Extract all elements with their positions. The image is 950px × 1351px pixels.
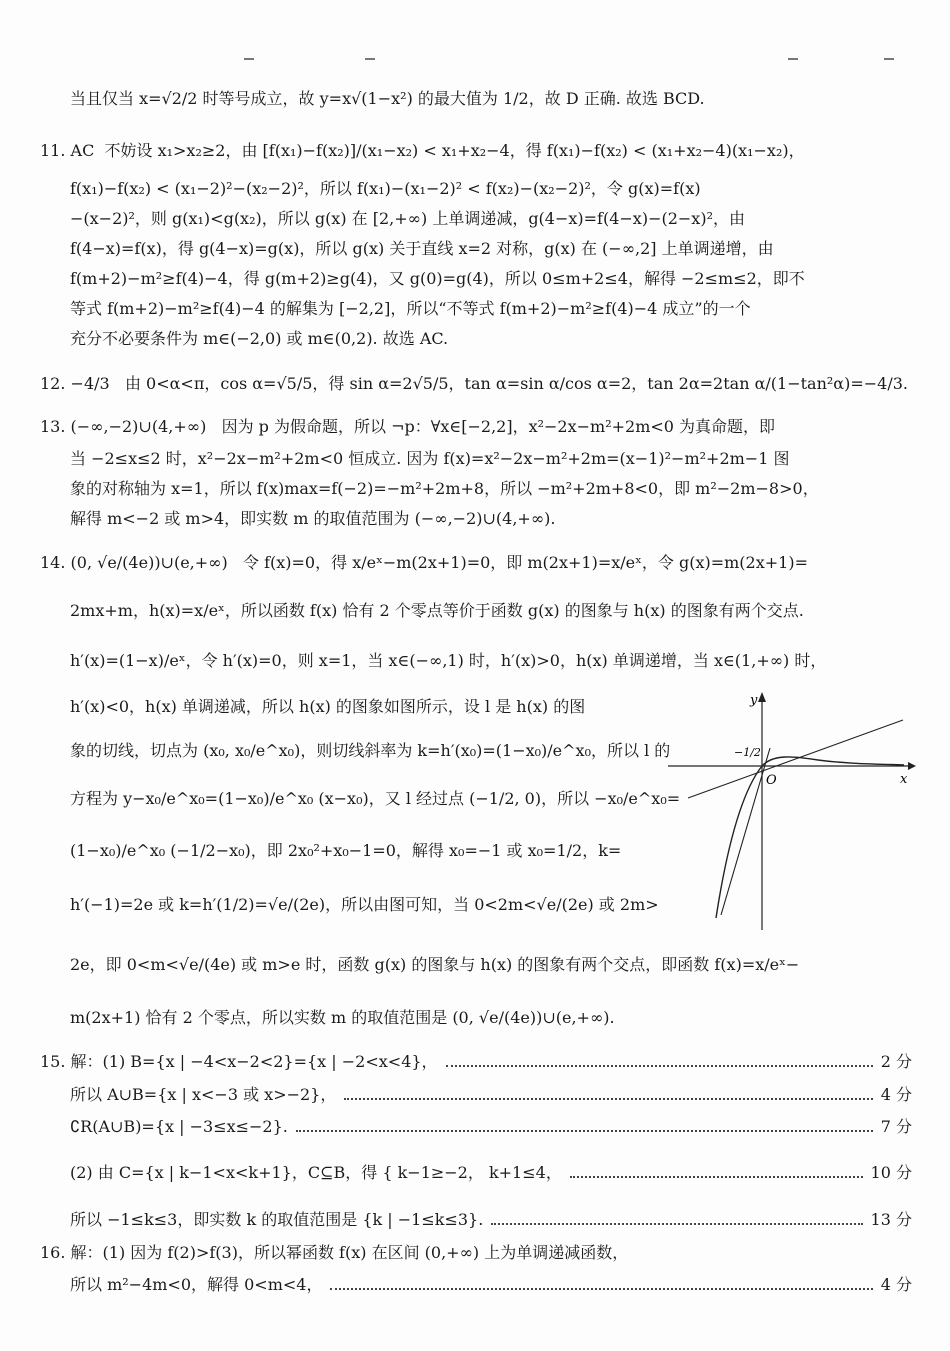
function-graph	[668, 690, 918, 935]
question-15-line	[40, 1049, 912, 1075]
text-line: f(x₁)−f(x₂) < (x₁−2)²−(x₂−2)²，所以 f(x₁)−(x₁−2)² < f(x₂)−(x₂−2)²，令 g(x)=f(x)	[70, 179, 701, 198]
origin-label: O	[766, 773, 777, 788]
score-line	[70, 1160, 912, 1186]
text-line: (1) B={x | −4<x−2<2}={x | −2<x<4}，	[102, 1052, 438, 1071]
question-11-line	[40, 138, 912, 164]
scan-mark	[884, 58, 894, 60]
scan-mark	[788, 58, 798, 60]
scan-mark	[365, 58, 375, 60]
text-line: 2mx+m，h(x)=x/eˣ，所以函数 f(x) 恰有 2 个零点等价于函数 g(x) 的图象与 h(x) 的图象有两个交点.	[70, 601, 804, 620]
text-line: 所以 m²−4m<0，解得 0<m<4，	[70, 1275, 323, 1294]
text-line: m(2x+1) 恰有 2 个零点，所以实数 m 的取值范围是 (0, √e/(4e))∪(e,+∞).	[70, 1008, 615, 1027]
text-line: 所以 A∪B={x | x<−3 或 x>−2}，	[70, 1085, 337, 1104]
text-line: 象的对称轴为 x=1，所以 f(x)max=f(−2)=−m²+2m+8，所以 −m²+2m+8<0，即 m²−2m−8>0，	[70, 479, 819, 498]
text-line: 所以 −1≤k≤3，即实数 k 的取值范围是 {k | −1≤k≤3}.	[70, 1210, 484, 1229]
score-line	[70, 1272, 912, 1298]
text-line: 当 −2≤x≤2 时，x²−2x−m²+2m<0 恒成立. 因为 f(x)=x²−2x−m²+2m=(x−1)²−m²+2m−1 图	[70, 449, 790, 468]
x-axis-label: x	[900, 772, 908, 787]
question-number: 11. AC	[40, 141, 95, 160]
tangent-line-2	[721, 748, 770, 915]
dot-leader	[296, 1130, 873, 1132]
text-line: 当且仅当 x=√2/2 时等号成立，故 y=x√(1−x²) 的最大值为 1/2，故 D 正确. 故选 BCD.	[70, 89, 705, 108]
text-line: h′(x)<0，h(x) 单调递减，所以 h(x) 的图象如图所示，设 l 是 h(x) 的图	[70, 697, 586, 716]
score: 7 分	[880, 1117, 912, 1136]
question-14-line	[40, 550, 912, 576]
text-line: 令 f(x)=0，得 x/eˣ−m(2x+1)=0，即 m(2x+1)=x/eˣ，令 g(x)=m(2x+1)=	[243, 553, 808, 572]
question-number: 16. 解：	[40, 1243, 103, 1262]
text-line: (1−x₀)/e^x₀ (−1/2−x₀)，即 2x₀²+x₀−1=0，解得 x₀=−1 或 x₀=1/2，k=	[70, 841, 622, 860]
text-line: h′(x)=(1−x)/eˣ，令 h′(x)=0，则 x=1，当 x∈(−∞,1) 时，h′(x)>0，h(x) 单调递增，当 x∈(1,+∞) 时，	[70, 651, 827, 670]
dot-leader	[491, 1223, 862, 1225]
tangent-line-1	[688, 720, 903, 798]
y-axis-arrow-icon	[758, 692, 766, 702]
question-number: 13. (−∞,−2)∪(4,+∞)	[40, 417, 207, 436]
score-line	[70, 1082, 912, 1108]
text-line: 方程为 y−x₀/e^x₀=(1−x₀)/e^x₀ (x−x₀)，又 l 经过点 (−1/2, 0)，所以 −x₀/e^x₀=	[70, 789, 681, 808]
question-number: 15. 解：	[40, 1052, 103, 1071]
text-line: (2) 由 C={x | k−1<x<k+1}，C⊆B，得 { k−1≥−2， k+1≤4，	[70, 1163, 562, 1182]
dot-leader	[330, 1288, 872, 1290]
text-line: 充分不必要条件为 m∈(−2,0) 或 m∈(0,2). 故选 AC.	[70, 329, 449, 348]
question-number: 12. −4/3	[40, 374, 110, 393]
score: 4 分	[880, 1275, 912, 1294]
text-line: 不妨设 x₁>x₂≥2，由 [f(x₁)−f(x₂)]/(x₁−x₂) < x₁+x₂−4，得 f(x₁)−f(x₂) < (x₁+x₂−4)(x₁−x₂)，	[104, 141, 805, 160]
text-line: 等式 f(m+2)−m²≥f(4)−4 的解集为 [−2,2]，所以“不等式 f(m+2)−m²≥f(4)−4 成立”的一个	[70, 299, 751, 318]
text-line: f(m+2)−m²≥f(4)−4，得 g(m+2)≥g(4)，又 g(0)=g(4)，所以 0≤m+2≤4，解得 −2≤m≤2，即不	[70, 269, 805, 288]
text-line: −(x−2)²，则 g(x₁)<g(x₂)，所以 g(x) 在 [2,+∞) 上单调递减，g(4−x)=f(4−x)−(2−x)²，由	[70, 209, 745, 228]
dot-leader	[570, 1176, 863, 1178]
text-line: f(4−x)=f(x)，得 g(4−x)=g(x)，所以 g(x) 关于直线 x=2 对称，g(x) 在 (−∞,2] 上单调递增，由	[70, 239, 774, 258]
scan-mark	[244, 58, 254, 60]
score: 13 分	[870, 1210, 912, 1229]
text-line: 解得 m<−2 或 m>4，即实数 m 的取值范围为 (−∞,−2)∪(4,+∞).	[70, 509, 556, 528]
score: 2 分	[880, 1052, 912, 1071]
x-axis-arrow-icon	[908, 762, 916, 770]
score-line	[70, 1207, 912, 1233]
text-line: 由 0<α<π，cos α=√5/5，得 sin α=2√5/5，tan α=sin α/cos α=2，tan 2α=2tan α/(1−tan²α)=−4/3.	[124, 374, 909, 393]
score-line	[70, 1114, 912, 1140]
score: 10 分	[870, 1163, 912, 1182]
question-13-line	[40, 414, 912, 440]
question-number: 14. (0, √e/(4e))∪(e,+∞)	[40, 553, 228, 572]
text-line: ∁R(A∪B)={x | −3≤x≤−2}.	[70, 1117, 288, 1136]
score: 4 分	[880, 1085, 912, 1104]
text-line: 2e，即 0<m<√e/(4e) 或 m>e 时，函数 g(x) 的图象与 h(x) 的图象有两个交点，即函数 f(x)=x/eˣ−	[70, 955, 800, 974]
text-line: h′(−1)=2e 或 k=h′(1/2)=√e/(2e)，所以由图可知，当 0<2m<√e/(2e) 或 2m>	[70, 895, 659, 914]
y-axis-label: y	[750, 693, 758, 708]
dot-leader	[446, 1065, 873, 1067]
question-16-line	[40, 1240, 912, 1266]
text-line: 象的切线，切点为 (x₀, x₀/e^x₀)，则切线斜率为 k=h′(x₀)=(1−x₀)/e^x₀，所以 l 的	[70, 741, 671, 760]
dot-leader	[344, 1098, 872, 1100]
question-12-line	[40, 371, 912, 397]
point-label: −1/2	[734, 746, 761, 759]
text-line: 因为 p 为假命题，所以 ¬p：∀x∈[−2,2]，x²−2x−m²+2m<0 为真命题，即	[221, 417, 776, 436]
text-line: (1) 因为 f(2)>f(3)，所以幂函数 f(x) 在区间 (0,+∞) 上为单调递减函数，	[102, 1243, 629, 1262]
